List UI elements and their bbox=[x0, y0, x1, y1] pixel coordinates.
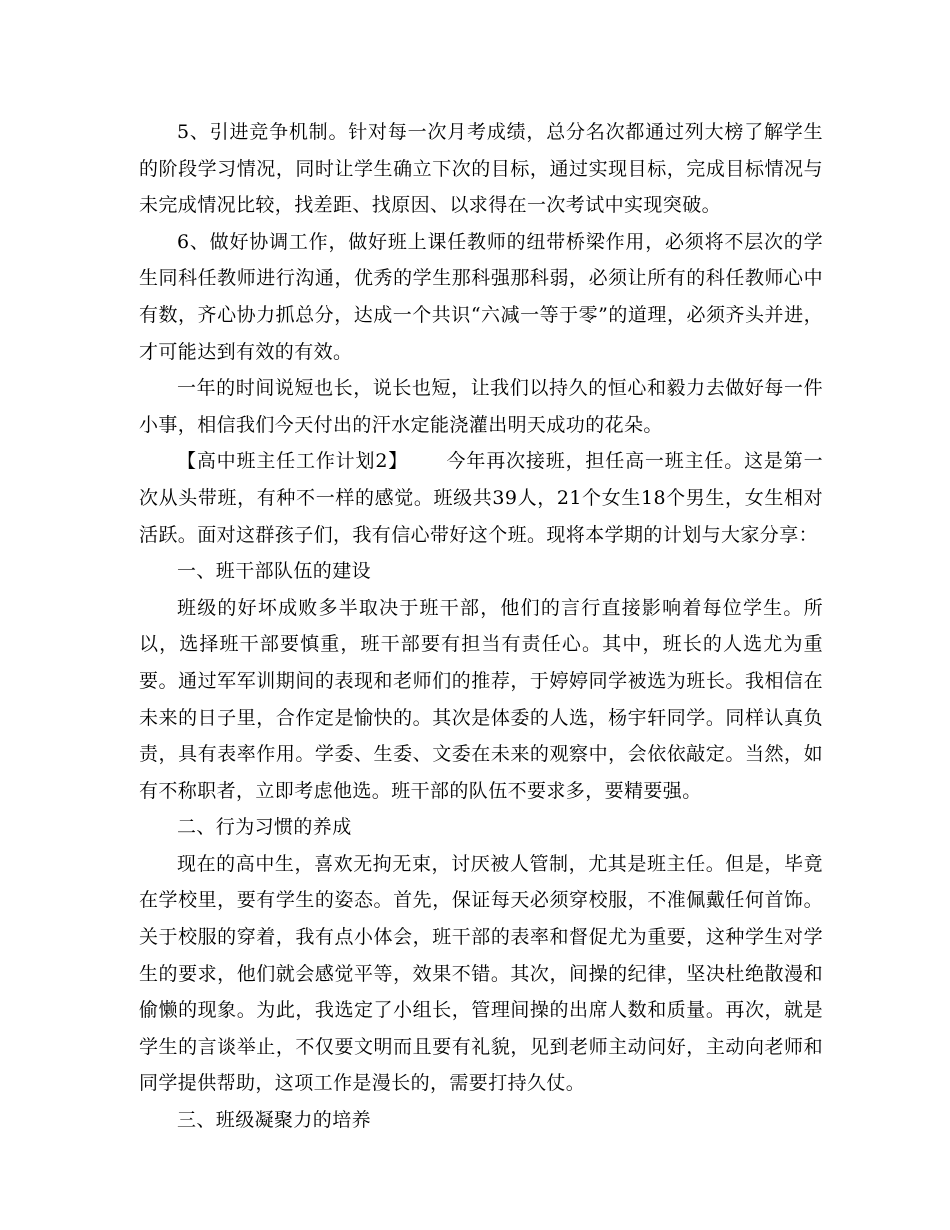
section-heading-habits: 二、行为习惯的养成 bbox=[177, 816, 352, 839]
paragraph-competition: 5、引进竞争机制。针对每一次月考成绩，总分名次都通过列大榜了解学生的阶段学习情况，同时让学生确立下次的目标，通过实现目标，完成目标情况与未完成情况比较，找差距、找原因、以求得在一次考试中实现突破。 bbox=[139, 121, 823, 217]
plan-intro-paragraph bbox=[139, 443, 823, 553]
section-body-habits: 现在的高中生，喜欢无拘无束，讨厌被人管制，尤其是班主任。但是，毕竟在学校里，要有学生的姿态。首先，保证每天必须穿校服，不准佩戴任何首饰。关于校服的穿着，我有点小体会，班干部的表率和督促尤为重要，这种学生对学生的要求，他们就会感觉平等，效果不错。其次，间操的纪律，坚决杜绝散漫和偷懒的现象。为此，我选定了小组长，管理间操的出席人数和质量。再次，就是学生的言谈举止，不仅要文明而且要有礼貌，见到老师主动问好，主动向老师和同学提供帮助，这项工作是漫长的，需要打持久仗。 bbox=[139, 852, 823, 1095]
section-heading-cadre: 一、班干部队伍的建设 bbox=[177, 560, 372, 583]
section-heading-cohesion: 三、班级凝聚力的培养 bbox=[177, 1109, 372, 1132]
paragraph-conclusion: 一年的时间说短也长，说长也短，让我们以持久的恒心和毅力去做好每一件小事，相信我们今天付出的汗水定能浇灌出明天成功的花朵。 bbox=[139, 377, 823, 436]
plan-title: 【高中班主任工作计划2】 bbox=[177, 450, 409, 473]
paragraph-coordination: 6、做好协调工作，做好班上课任教师的纽带桥梁作用，必须将不层次的学生同科任教师进行沟通，优秀的学生那科强那科弱，必须让所有的科任教师心中有数，齐心协力抓总分，达成一个共识“六减一等于零”的道理，必须齐头并进，才可能达到有效的有效。 bbox=[139, 230, 823, 363]
document-body bbox=[139, 114, 823, 1139]
section-body-cadre: 班级的好坏成败多半取决于班干部，他们的言行直接影响着每位学生。所以，选择班干部要慎重，班干部要有担当有责任心。其中，班长的人选尤为重要。通过军军训期间的表现和老师们的推荐，于婷婷同学被选为班长。我相信在未来的日子里，合作定是愉快的。其次是体委的人选，杨宇轩同学。同样认真负责，具有表率作用。学委、生委、文委在未来的观察中，会依依敲定。当然，如有不称职者，立即考虑他选。班干部的队伍不要求多，要精要强。 bbox=[139, 596, 823, 802]
plan-intro-text: 今年再次接班，担任高一班主任。这是第一次从头带班，有种不一样的感觉。班级共39人，21个女生18个男生，女生相对活跃。面对这群孩子们，我有信心带好这个班。现将本学期的计划与大家分享： bbox=[139, 450, 824, 546]
